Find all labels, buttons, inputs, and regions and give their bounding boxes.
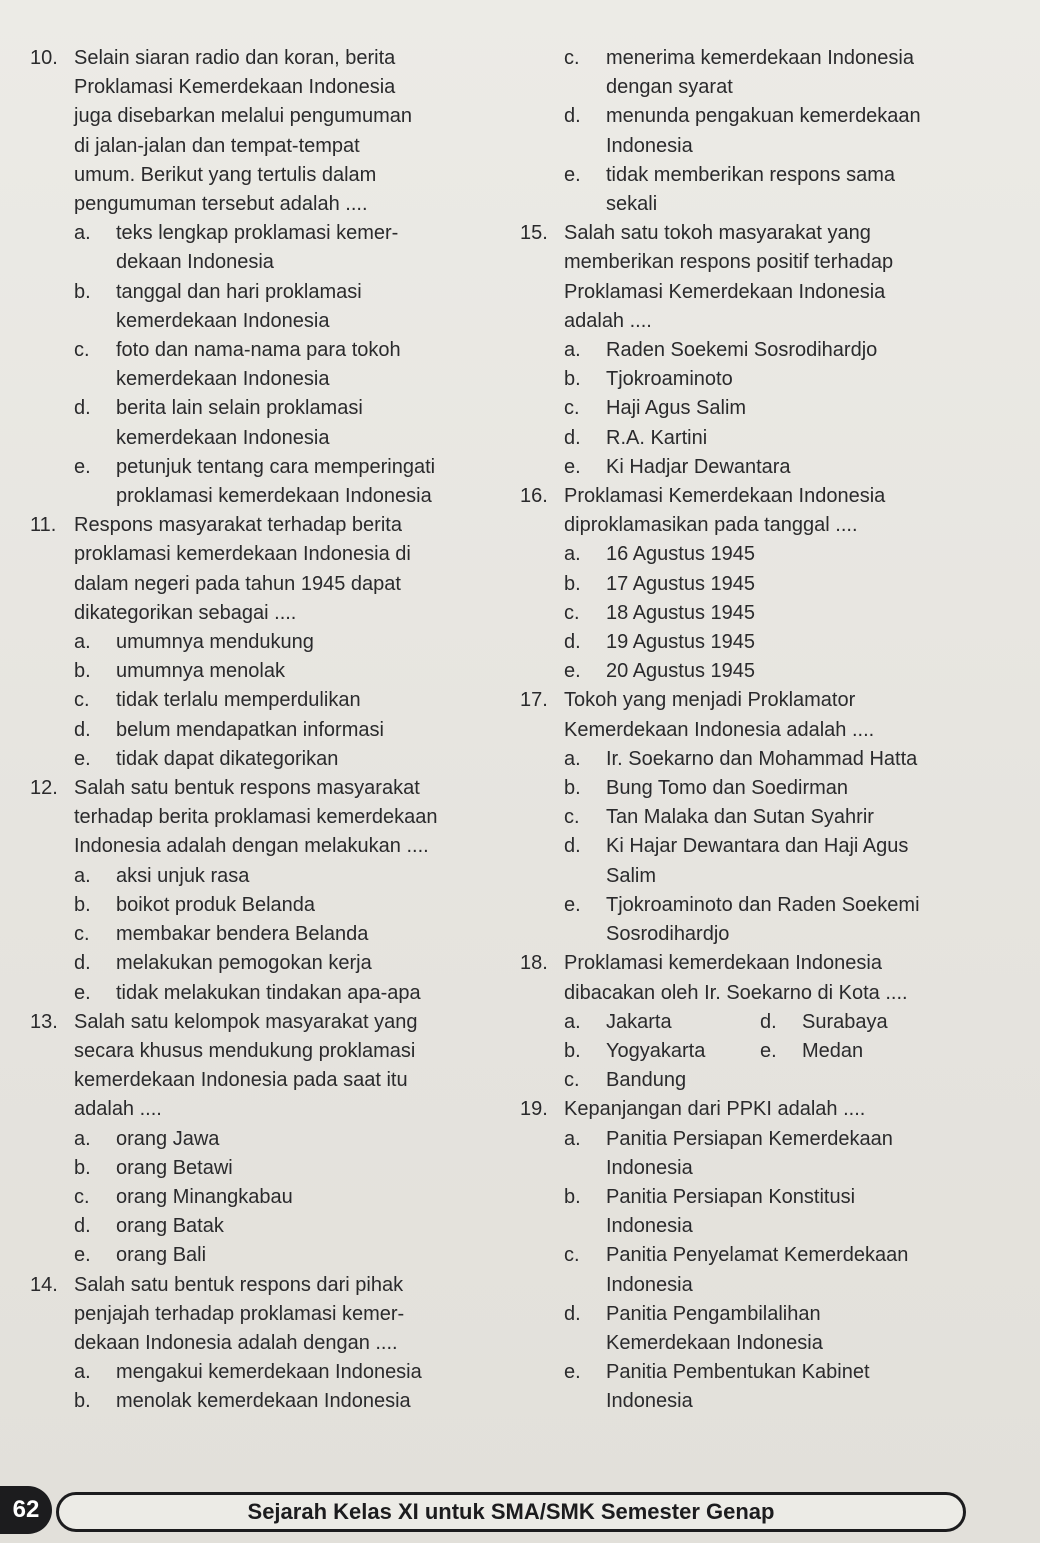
option-letter: a. — [564, 543, 581, 566]
question-text: Proklamasi kemerdekaan Indonesia — [564, 952, 882, 975]
option-text: Haji Agus Salim — [606, 397, 747, 420]
question-text: Tokoh yang menjadi Proklamator — [564, 689, 856, 712]
question-text: Salah satu tokoh masyarakat yang — [564, 222, 871, 245]
question — [30, 774, 470, 1008]
right-column — [520, 44, 1020, 1417]
question-number — [30, 73, 74, 102]
option-text: menerima kemerdekaan Indonesia — [606, 47, 914, 69]
question — [30, 1271, 470, 1417]
option-text: 16 Agustus 1945 — [606, 543, 756, 566]
answer-option — [520, 803, 1020, 832]
answer-option — [30, 1241, 470, 1270]
option-letter: e. — [74, 1244, 91, 1267]
answer-option — [520, 832, 1020, 861]
option-text-continued: Sosrodihardjo — [606, 923, 730, 946]
answer-option — [30, 657, 470, 686]
question-line — [520, 219, 1020, 248]
option-text: menunda pengakuan kemerdekaan — [606, 105, 921, 128]
answer-option — [30, 862, 470, 891]
answer-option — [520, 424, 1020, 453]
option-letter: e. — [564, 893, 581, 916]
question-line — [30, 1008, 470, 1037]
option-text-continued: Indonesia — [606, 1273, 693, 1296]
answer-option — [30, 219, 470, 248]
question-text: dalam negeri pada tahun 1945 dapat — [74, 572, 401, 595]
answer-option — [520, 1358, 1020, 1387]
option-text: tidak terlalu memperdulikan — [116, 689, 361, 712]
option-letter: c. — [564, 806, 580, 829]
option-text: orang Batak — [116, 1215, 224, 1238]
question-text: diproklamasikan pada tanggal .... — [564, 514, 858, 537]
question-number: 11. — [30, 514, 57, 537]
option-text: melakukan pemogokan kerja — [116, 952, 372, 975]
question-text: umum. Berikut yang tertulis dalam — [74, 163, 377, 186]
page-number: 62 — [0, 1486, 52, 1534]
option-letter: b. — [564, 1185, 581, 1208]
question-number — [30, 190, 74, 219]
answer-option — [520, 1300, 1020, 1329]
option-pair-row — [520, 1008, 1020, 1037]
question-line — [520, 511, 1020, 540]
option-text: Tjokroaminoto dan Raden Soekemi — [606, 893, 920, 916]
option-text-continued: Indonesia — [606, 1215, 693, 1238]
option-pair-row — [520, 1066, 1020, 1095]
question-line — [30, 1066, 470, 1095]
option-text: Bung Tomo dan Soedirman — [606, 777, 849, 800]
option-letter: b. — [564, 572, 581, 595]
question-number — [520, 278, 564, 307]
question-number — [30, 599, 74, 628]
answer-option — [30, 394, 470, 423]
option-text: umumnya mendukung — [116, 631, 314, 654]
answer-option — [30, 716, 470, 745]
option-text-continued: dengan syarat — [606, 76, 733, 99]
option-letter: a. — [564, 1010, 581, 1033]
question-line — [30, 1329, 470, 1358]
option-text: 17 Agustus 1945 — [606, 572, 756, 595]
answer-option — [520, 453, 1020, 482]
question-text: Proklamasi Kemerdekaan Indonesia — [564, 280, 886, 303]
option-text: Ki Hajar Dewantara dan Haji Agus — [606, 835, 909, 858]
question-text: dibacakan oleh Ir. Soekarno di Kota .... — [564, 981, 908, 1004]
option-text: R.A. Kartini — [606, 426, 708, 449]
answer-option — [564, 1008, 760, 1037]
question-text: Salah satu bentuk respons dari pihak — [74, 1273, 404, 1296]
option-letter: b. — [74, 1156, 91, 1179]
book-title-bar — [56, 1492, 966, 1532]
option-letter: e. — [74, 981, 91, 1004]
answer-option — [520, 394, 1020, 423]
question-line — [30, 102, 470, 131]
question — [520, 219, 1020, 482]
option-text: Bandung — [606, 1069, 687, 1092]
option-text-continued: Indonesia — [606, 1390, 693, 1413]
question-text: secara khusus mendukung proklamasi — [74, 1039, 416, 1062]
option-text: belum mendapatkan informasi — [116, 718, 384, 741]
option-letter: a. — [564, 747, 581, 770]
question-text: dikategorikan sebagai .... — [74, 601, 297, 624]
question-line — [520, 482, 1020, 511]
question-line — [30, 540, 470, 569]
question-line — [30, 1300, 470, 1329]
option-pair-row — [520, 1037, 1020, 1066]
option-letter: d. — [564, 426, 581, 449]
option-letter: c. — [564, 1069, 580, 1092]
answer-option — [30, 920, 470, 949]
option-letter: c. — [564, 47, 580, 69]
option-letter: d. — [564, 1302, 581, 1325]
answer-option — [30, 949, 470, 978]
question — [520, 686, 1020, 949]
option-text: Panitia Penyelamat Kemerdekaan — [606, 1244, 909, 1267]
answer-option — [30, 336, 470, 365]
option-letter: e. — [564, 660, 581, 683]
question-text: Respons masyarakat terhadap berita — [74, 514, 402, 537]
option-text: membakar bendera Belanda — [116, 923, 369, 946]
option-letter: a. — [74, 1361, 91, 1384]
answer-option — [30, 745, 470, 774]
question-number: 10. — [30, 47, 58, 69]
question-line — [30, 190, 470, 219]
option-letter: c. — [74, 689, 90, 712]
option-text: tidak dapat dikategorikan — [116, 747, 339, 770]
option-letter: d. — [74, 397, 91, 420]
question-line — [30, 832, 470, 861]
question-line — [520, 949, 1020, 978]
answer-option — [520, 1241, 1020, 1270]
option-letter: d. — [760, 1010, 777, 1033]
question — [30, 511, 470, 774]
answer-option — [30, 891, 470, 920]
question-text: Kepanjangan dari PPKI adalah .... — [564, 1098, 866, 1121]
question-number — [30, 132, 74, 161]
question-text: adalah .... — [74, 1098, 162, 1121]
answer-option — [30, 1387, 470, 1416]
question-number: 16. — [520, 485, 548, 508]
question-line — [30, 570, 470, 599]
question-number — [520, 248, 564, 277]
page-footer — [0, 1478, 1040, 1543]
answer-option — [520, 365, 1020, 394]
question-14-continued — [520, 44, 1020, 219]
option-text-continued: Kemerdekaan Indonesia — [606, 1331, 823, 1354]
question-line — [30, 803, 470, 832]
answer-option — [760, 1037, 956, 1066]
option-text: Panitia Persiapan Kemerdekaan — [606, 1127, 893, 1150]
option-text-continued: kemerdekaan Indonesia — [116, 309, 330, 332]
option-letter: e. — [564, 1361, 581, 1384]
option-letter: c. — [74, 923, 90, 946]
option-text: 18 Agustus 1945 — [606, 601, 756, 624]
question-text: dekaan Indonesia adalah dengan .... — [74, 1331, 398, 1354]
question-number — [30, 1095, 74, 1124]
option-text: umumnya menolak — [116, 660, 285, 683]
option-letter: c. — [74, 1185, 90, 1208]
option-text: tidak melakukan tindakan apa-apa — [116, 981, 421, 1004]
option-text: mengakui kemerdekaan Indonesia — [116, 1361, 422, 1384]
answer-option — [760, 1066, 956, 1095]
option-text-continued: Salim — [606, 864, 657, 887]
option-letter: d. — [74, 718, 91, 741]
answer-option — [520, 657, 1020, 686]
answer-option — [520, 44, 1020, 73]
answer-option — [520, 774, 1020, 803]
option-text: Panitia Persiapan Konstitusi — [606, 1185, 856, 1208]
answer-option — [564, 1037, 760, 1066]
answer-option — [30, 686, 470, 715]
option-letter: b. — [74, 280, 91, 303]
answer-option — [30, 1358, 470, 1387]
option-letter: c. — [564, 601, 580, 624]
answer-option — [30, 1125, 470, 1154]
option-letter: d. — [564, 835, 581, 858]
option-letter: c. — [564, 1244, 580, 1267]
option-text-continued: kemerdekaan Indonesia — [116, 426, 330, 449]
question-number — [520, 511, 564, 540]
option-text-continued: kemerdekaan Indonesia — [116, 368, 330, 391]
question-text: penjajah terhadap proklamasi kemer- — [74, 1302, 405, 1325]
question — [30, 1008, 470, 1271]
question-number — [520, 979, 564, 1008]
question-text: pengumuman tersebut adalah .... — [74, 193, 368, 216]
question-text: Kemerdekaan Indonesia adalah .... — [564, 718, 875, 741]
option-text: orang Betawi — [116, 1156, 233, 1179]
answer-option — [520, 161, 1020, 190]
answer-option — [30, 979, 470, 1008]
option-text: berita lain selain proklamasi — [116, 397, 363, 420]
option-text-continued: dekaan Indonesia — [116, 251, 274, 274]
option-letter: b. — [564, 368, 581, 391]
question-number — [30, 102, 74, 131]
option-text: Panitia Pengambilalihan — [606, 1302, 821, 1325]
question-text: Salah satu kelompok masyarakat yang — [74, 1010, 418, 1033]
answer-option — [520, 745, 1020, 774]
question-text: proklamasi kemerdekaan Indonesia di — [74, 543, 411, 566]
option-letter: e. — [564, 455, 581, 478]
answer-option — [30, 453, 470, 482]
option-letter: e. — [564, 163, 581, 186]
option-text: orang Minangkabau — [116, 1185, 293, 1208]
answer-option — [30, 1154, 470, 1183]
question-number — [30, 832, 74, 861]
question-text: Salah satu bentuk respons masyarakat — [74, 777, 420, 800]
question-number — [520, 716, 564, 745]
question-line — [30, 161, 470, 190]
option-text: Panitia Pembentukan Kabinet — [606, 1361, 870, 1384]
option-letter: d. — [564, 105, 581, 128]
question-number: 13. — [30, 1010, 58, 1033]
option-letter: e. — [760, 1039, 777, 1062]
question-text: Indonesia adalah dengan melakukan .... — [74, 835, 429, 858]
question-line — [30, 1037, 470, 1066]
question-line — [30, 132, 470, 161]
option-letter: d. — [564, 631, 581, 654]
option-text: teks lengkap proklamasi kemer- — [116, 222, 399, 245]
question-number — [30, 161, 74, 190]
option-text: orang Jawa — [116, 1127, 220, 1150]
option-text: petunjuk tentang cara memperingati — [116, 455, 436, 478]
option-text: 19 Agustus 1945 — [606, 631, 756, 654]
question-line — [520, 248, 1020, 277]
question-number: 17. — [520, 689, 548, 712]
option-text: Raden Soekemi Sosrodihardjo — [606, 339, 878, 362]
question-number: 18. — [520, 952, 548, 975]
answer-option — [520, 1183, 1020, 1212]
question-number: 14. — [30, 1273, 58, 1296]
question-number — [30, 1037, 74, 1066]
option-text: Tjokroaminoto — [606, 368, 733, 391]
question-line — [30, 511, 470, 540]
book-title: Sejarah Kelas XI untuk SMA/SMK Semester Genap — [247, 1499, 775, 1524]
question-number — [520, 307, 564, 336]
option-letter: e. — [74, 747, 91, 770]
answer-option — [520, 540, 1020, 569]
question-text: adalah .... — [564, 309, 652, 332]
question-number — [30, 1329, 74, 1358]
question-line — [520, 278, 1020, 307]
option-text: Yogyakarta — [606, 1039, 706, 1062]
question-number: 12. — [30, 777, 58, 800]
question-text: juga disebarkan melalui pengumuman — [74, 105, 412, 128]
question-number: 19. — [520, 1098, 548, 1121]
option-letter: b. — [74, 660, 91, 683]
option-text-continued: Indonesia — [606, 134, 693, 157]
option-letter: b. — [564, 777, 581, 800]
question-text: terhadap berita proklamasi kemerdekaan — [74, 806, 438, 829]
option-letter: d. — [74, 1215, 91, 1238]
option-text: Ir. Soekarno dan Mohammad Hatta — [606, 747, 918, 770]
option-letter: c. — [564, 397, 580, 420]
question-line — [30, 1095, 470, 1124]
option-text-continued: Indonesia — [606, 1156, 693, 1179]
option-text-continued: proklamasi kemerdekaan Indonesia — [116, 485, 432, 508]
question — [520, 949, 1020, 1095]
question-line — [30, 44, 470, 73]
question — [520, 482, 1020, 686]
option-letter: c. — [74, 339, 90, 362]
answer-option — [564, 1066, 760, 1095]
answer-option — [30, 278, 470, 307]
question-text: kemerdekaan Indonesia pada saat itu — [74, 1069, 408, 1092]
question-text: Selain siaran radio dan koran, berita — [74, 47, 396, 69]
option-text: 20 Agustus 1945 — [606, 660, 756, 683]
question-line — [30, 599, 470, 628]
question-number — [30, 803, 74, 832]
answer-option — [30, 628, 470, 657]
answer-option — [520, 336, 1020, 365]
option-text: Medan — [802, 1039, 864, 1062]
question — [30, 44, 470, 511]
answer-option — [30, 1183, 470, 1212]
answer-option — [520, 570, 1020, 599]
answer-option — [520, 628, 1020, 657]
answer-option — [520, 891, 1020, 920]
left-column — [30, 44, 470, 1417]
option-letter: d. — [74, 952, 91, 975]
question-line — [520, 979, 1020, 1008]
option-letter: a. — [564, 339, 581, 362]
question-line — [520, 716, 1020, 745]
option-letter: b. — [564, 1039, 581, 1062]
question-number — [30, 540, 74, 569]
option-text: foto dan nama-nama para tokoh — [116, 339, 401, 362]
answer-option — [520, 1125, 1020, 1154]
option-text: Jakarta — [606, 1010, 672, 1033]
option-text: boikot produk Belanda — [116, 893, 316, 916]
question-text: Proklamasi Kemerdekaan Indonesia — [74, 76, 396, 99]
question-number: 15. — [520, 222, 548, 245]
option-letter: a. — [74, 631, 91, 654]
question-line — [30, 774, 470, 803]
option-text: orang Bali — [116, 1244, 207, 1267]
question-number — [30, 1066, 74, 1095]
question-text: Proklamasi Kemerdekaan Indonesia — [564, 485, 886, 508]
question — [520, 1095, 1020, 1416]
question-text: di jalan-jalan dan tempat-tempat — [74, 134, 360, 157]
option-text: Tan Malaka dan Sutan Syahrir — [606, 806, 874, 829]
question-line — [30, 73, 470, 102]
option-text: tidak memberikan respons sama — [606, 163, 896, 186]
option-letter: a. — [74, 1127, 91, 1150]
answer-option — [520, 599, 1020, 628]
option-text: aksi unjuk rasa — [116, 864, 250, 887]
option-letter: a. — [564, 1127, 581, 1150]
question-line — [520, 1095, 1020, 1124]
option-letter: a. — [74, 222, 91, 245]
question-number — [30, 570, 74, 599]
question-number — [30, 1300, 74, 1329]
answer-option — [30, 1212, 470, 1241]
question-line — [520, 307, 1020, 336]
question-line — [520, 686, 1020, 715]
option-letter: b. — [74, 1390, 91, 1413]
answer-option — [520, 102, 1020, 131]
option-letter: b. — [74, 893, 91, 916]
option-text: menolak kemerdekaan Indonesia — [116, 1390, 411, 1413]
option-text-continued: sekali — [606, 193, 658, 216]
option-text: tanggal dan hari proklamasi — [116, 280, 362, 303]
option-letter: e. — [74, 455, 91, 478]
option-letter: a. — [74, 864, 91, 887]
option-text: Surabaya — [802, 1010, 888, 1033]
question-text: memberikan respons positif terhadap — [564, 251, 894, 274]
question-line — [30, 1271, 470, 1300]
answer-option — [760, 1008, 956, 1037]
option-text: Ki Hadjar Dewantara — [606, 455, 791, 478]
